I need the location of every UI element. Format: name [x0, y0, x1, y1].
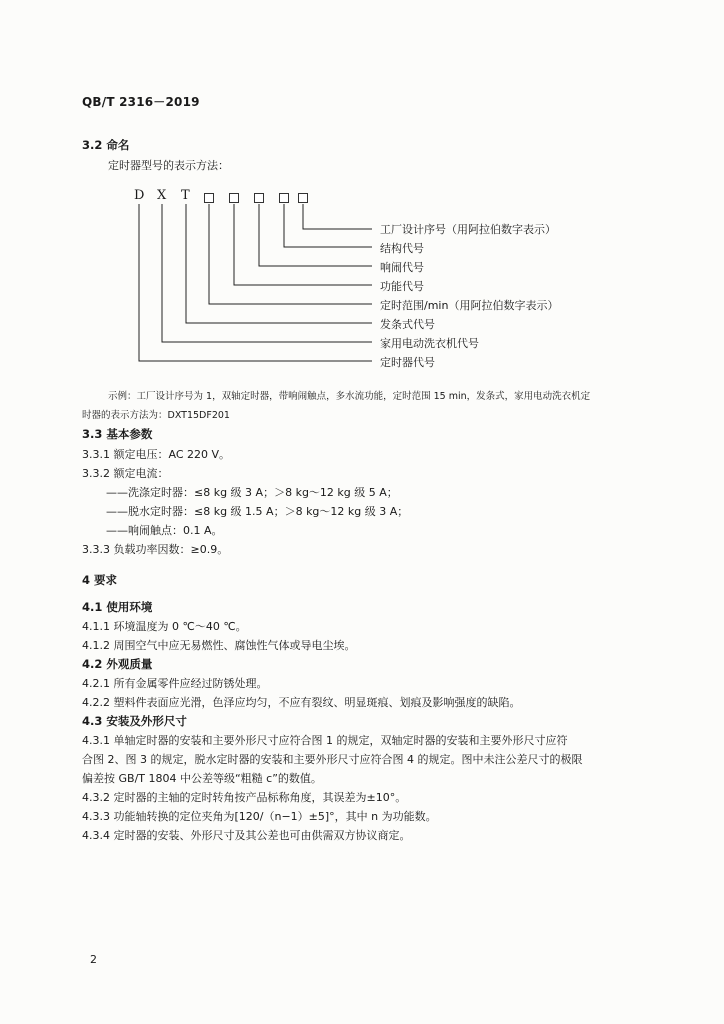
section-3-3-title: 3.3 基本参数: [82, 427, 153, 441]
connector-line: [186, 204, 372, 323]
legend-washer-code: 家用电动洗衣机代号: [380, 337, 479, 350]
model-notation-intro: 定时器型号的表示方法：: [108, 159, 229, 172]
legend-structure-code: 结构代号: [380, 242, 424, 255]
connector-line: [162, 204, 372, 342]
item-4-3-1-line-1: 4.3.1 单轴定时器的安装和主要外形尺寸应符合图 1 的规定，双轴定时器的安装和主要外形尺寸应符: [82, 734, 568, 747]
section-3-2-title: 3.2 命名: [82, 138, 130, 152]
item-4-3-1-line-3: 偏差按 GB/T 1804 中公差等级“粗糙 c”的数值。: [82, 772, 322, 785]
item-4-1-2: 4.1.2 周围空气中应无易燃性、腐蚀性气体或导电尘埃。: [82, 639, 356, 652]
item-4-3-3: 4.3.3 功能轴转换的定位夹角为[120/（n−1）±5]°，其中 n 为功能数。: [82, 810, 437, 823]
example-line-1: 示例：工厂设计序号为 1，双轴定时器，带响闹触点，多水流功能，定时范围 15 min，发条式，家用电动洗衣机定: [108, 391, 591, 402]
legend-alarm-code: 响闹代号: [380, 261, 424, 274]
item-4-1-1: 4.1.1 环境温度为 0 ℃～40 ℃。: [82, 620, 247, 633]
connector-line: [259, 204, 372, 266]
current-wash-timer: ——洗涤定时器：≤8 kg 级 3 A；＞8 kg～12 kg 级 5 A；: [106, 486, 398, 499]
item-4-2-1: 4.2.1 所有金属零件应经过防锈处理。: [82, 677, 268, 690]
section-4-3-title: 4.3 安装及外形尺寸: [82, 714, 187, 728]
item-3-3-3: 3.3.3 负载功率因数：≥0.9。: [82, 543, 229, 556]
code-letter-t: T: [181, 188, 190, 203]
item-4-3-4: 4.3.4 定时器的安装、外形尺寸及其公差也可由供需双方协议商定。: [82, 829, 411, 842]
item-4-3-2: 4.3.2 定时器的主轴的定时转角按产品标称角度，其误差为±10°。: [82, 791, 407, 804]
section-4-title: 4 要求: [82, 573, 118, 587]
item-3-3-1: 3.3.1 额定电压：AC 220 V。: [82, 448, 231, 461]
section-4-1-title: 4.1 使用环境: [82, 600, 153, 614]
standard-code-header: QB/T 2316－2019: [82, 95, 200, 109]
example-line-2: 时器的表示方法为：DXT15DF201: [82, 410, 230, 421]
code-letter-d: D: [134, 188, 145, 203]
connector-line: [303, 204, 372, 229]
item-3-3-2: 3.3.2 额定电流：: [82, 467, 169, 480]
item-4-2-2: 4.2.2 塑料件表面应光滑，色泽应均匀，不应有裂纹、明显斑痕、划痕及影响强度的缺陷。: [82, 696, 521, 709]
section-4-2-title: 4.2 外观质量: [82, 657, 153, 671]
current-alarm-contact: ——响闹触点：0.1 A。: [106, 524, 223, 537]
connector-line: [209, 204, 372, 304]
page-number: 2: [90, 953, 97, 966]
legend-function-code: 功能代号: [380, 280, 424, 293]
connector-line: [284, 204, 372, 247]
code-letter-x: X: [157, 188, 167, 203]
legend-factory-design-no: 工厂设计序号（用阿拉伯数字表示）: [380, 223, 556, 236]
legend-timing-range: 定时范围/min（用阿拉伯数字表示）: [380, 299, 559, 312]
code-connector-lines: [0, 0, 724, 380]
legend-spring-code: 发条式代号: [380, 318, 435, 331]
connector-line: [139, 204, 372, 361]
legend-timer-code: 定时器代号: [380, 356, 435, 369]
current-spin-timer: ——脱水定时器：≤8 kg 级 1.5 A；＞8 kg～12 kg 级 3 A；: [106, 505, 409, 518]
item-4-3-1-line-2: 合图 2、图 3 的规定，脱水定时器的安装和主要外形尺寸应符合图 4 的规定。图中未注公差尺寸的极限: [82, 753, 583, 766]
